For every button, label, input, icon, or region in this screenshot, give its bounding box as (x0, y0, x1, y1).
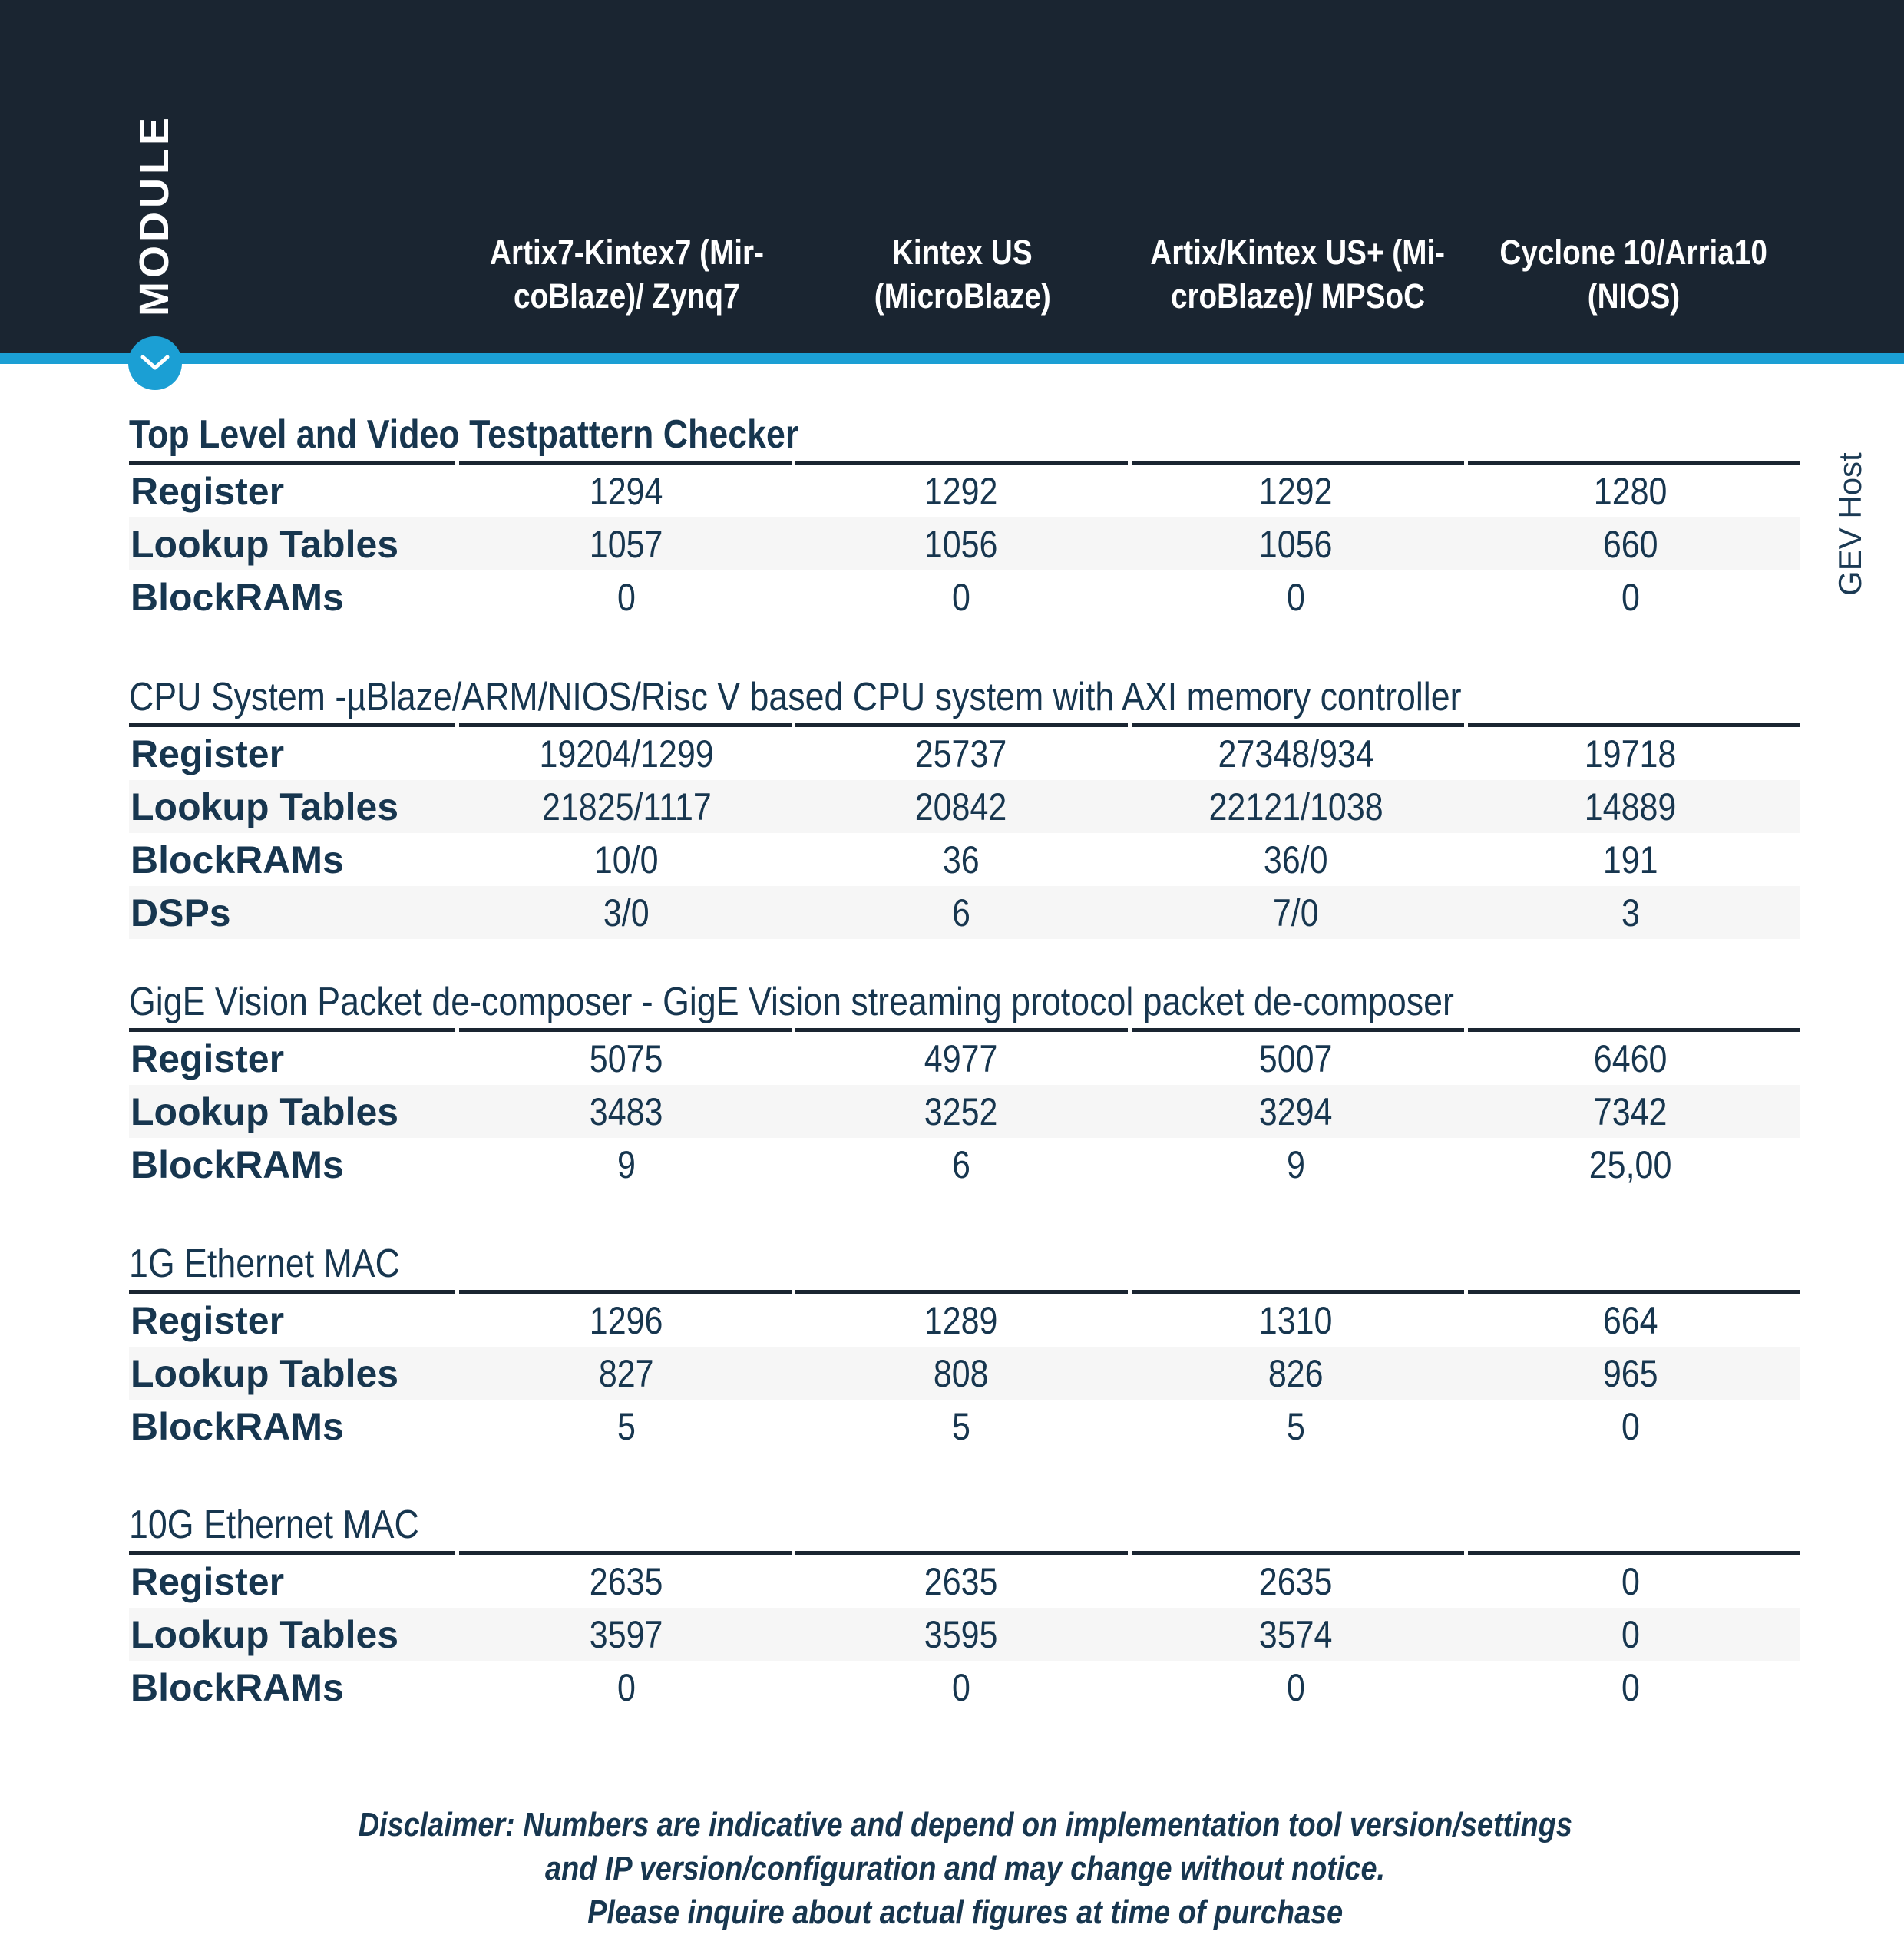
value-text: 9 (1287, 1142, 1305, 1186)
table-row (129, 1400, 1800, 1453)
disclaimer-line (129, 1890, 1801, 1934)
section-title-text: 1G Ethernet MAC (129, 1242, 400, 1286)
row-label: Lookup Tables (131, 522, 399, 566)
cell-value (1463, 469, 1798, 514)
value-text: 2635 (924, 1559, 998, 1603)
value-text: 6 (952, 1142, 970, 1186)
resource-table (129, 358, 1801, 1714)
value-text: 36 (943, 838, 980, 881)
value-text: 7/0 (1273, 891, 1319, 934)
table-row (129, 1085, 1800, 1138)
column-header-line: (MicroBlaze) (874, 276, 1051, 316)
section-title-text: CPU System -µBlaze/ARM/NIOS/Risc V based CPU system with AXI memory controller (129, 675, 1462, 719)
value-text: 0 (1621, 1404, 1640, 1448)
value-text: 9 (617, 1142, 636, 1186)
cell-value (794, 1298, 1129, 1343)
section-title (129, 1503, 1800, 1551)
cell-value (1129, 1559, 1463, 1604)
table-row (129, 1555, 1800, 1608)
section-title-text: 10G Ethernet MAC (129, 1503, 419, 1547)
value-text: 3/0 (603, 891, 650, 934)
value-text: 0 (1621, 1665, 1640, 1709)
section-title (129, 675, 1800, 723)
value-text: 3574 (1259, 1612, 1333, 1656)
value-text: 20842 (915, 785, 1007, 828)
column-header-line: coBlaze)/ Zynq7 (514, 276, 740, 316)
cell-value (459, 522, 794, 567)
value-text: 25,00 (1589, 1142, 1672, 1186)
cell-value (1463, 785, 1798, 829)
cell-value (1129, 1665, 1463, 1710)
cell-value (794, 1612, 1129, 1657)
value-text: 0 (1621, 575, 1640, 619)
cell-value (1463, 1298, 1798, 1343)
value-text: 965 (1603, 1351, 1658, 1395)
value-text: 826 (1268, 1351, 1324, 1395)
cell-value (1129, 1090, 1463, 1134)
value-text: 3252 (924, 1090, 998, 1133)
cell-value (1129, 1351, 1463, 1396)
section-underline (129, 1290, 1800, 1294)
value-text: 2635 (590, 1559, 663, 1603)
cell-value (794, 1559, 1129, 1604)
disclaimer-line (129, 1847, 1801, 1890)
cell-value (459, 1559, 794, 1604)
table-row (129, 1661, 1800, 1714)
section-title (129, 980, 1800, 1028)
value-text: 4977 (924, 1037, 998, 1080)
column-header-artix7-kintex7 (459, 0, 795, 353)
cell-value (1463, 1351, 1798, 1396)
cell-value (1463, 1037, 1798, 1081)
value-text: 3 (1621, 891, 1640, 934)
cell-value (1129, 522, 1463, 567)
value-text: 808 (934, 1351, 989, 1395)
table-row (129, 1608, 1800, 1661)
cell-value (1463, 732, 1798, 776)
module-column-label (131, 114, 178, 316)
row-label: BlockRAMs (131, 1142, 344, 1186)
column-header-line: Cyclone 10/Arria10 (1499, 233, 1767, 272)
value-text: 27348/934 (1218, 732, 1374, 775)
cell-value (459, 732, 794, 776)
value-text: 5 (617, 1404, 636, 1448)
row-label: BlockRAMs (131, 575, 344, 619)
side-label-gev-host (1832, 442, 1870, 596)
value-text: 664 (1603, 1298, 1658, 1342)
cell-value (794, 1665, 1129, 1710)
cell-value (1463, 575, 1798, 620)
value-text: 5 (1287, 1404, 1305, 1448)
value-text: 10/0 (594, 838, 659, 881)
cell-value (794, 1090, 1129, 1134)
value-text: 5007 (1259, 1037, 1333, 1080)
value-text: 827 (599, 1351, 654, 1395)
table-row (129, 517, 1800, 570)
value-text: 36/0 (1264, 838, 1328, 881)
table-row (129, 833, 1800, 886)
row-label: Register (131, 1559, 285, 1603)
value-text: 1292 (1259, 469, 1333, 513)
cell-value (794, 1404, 1129, 1449)
disclaimer-text: Please inquire about actual figures at time of purchase (587, 1893, 1344, 1931)
row-label: Lookup Tables (131, 1090, 399, 1133)
column-header-line: (NIOS) (1587, 276, 1680, 316)
value-text: 1056 (924, 522, 998, 566)
value-text: 1310 (1259, 1298, 1333, 1342)
cell-value (1463, 1404, 1798, 1449)
cell-value (1129, 785, 1463, 829)
value-text: 0 (1621, 1612, 1640, 1656)
value-text: 5075 (590, 1037, 663, 1080)
section-title-text: GigE Vision Packet de-composer - GigE Vision streaming protocol packet de-composer (129, 980, 1454, 1024)
cell-value (1129, 1142, 1463, 1187)
row-label: BlockRAMs (131, 838, 344, 881)
section-title-text: Top Level and Video Testpattern Checker (129, 412, 799, 457)
cell-value (459, 1404, 794, 1449)
cell-value (459, 838, 794, 882)
row-label: BlockRAMs (131, 1665, 344, 1709)
cell-value (1463, 1559, 1798, 1604)
cell-value (794, 1351, 1129, 1396)
section-top-level-video-testpattern (129, 412, 1800, 623)
table-row (129, 570, 1800, 623)
table-row (129, 780, 1800, 833)
value-text: 0 (617, 1665, 636, 1709)
section-title (129, 412, 1800, 461)
column-header-line: Artix7-Kintex7 (Mir- (490, 233, 764, 272)
cell-value (794, 469, 1129, 514)
value-text: 3595 (924, 1612, 998, 1656)
value-text: 1056 (1259, 522, 1333, 566)
row-label: Lookup Tables (131, 1612, 399, 1656)
row-label: DSPs (131, 891, 231, 934)
column-headers (459, 0, 1801, 353)
row-label: Register (131, 1037, 285, 1080)
value-text: 3294 (1259, 1090, 1333, 1133)
section-underline (129, 1551, 1800, 1555)
column-header-kintex-us (795, 0, 1130, 353)
table-row (129, 1138, 1800, 1191)
column-header-line: Artix/Kintex US+ (Mi- (1150, 233, 1446, 272)
cell-value (459, 1612, 794, 1657)
cell-value (1463, 1090, 1798, 1134)
disclaimer (129, 1803, 1801, 1934)
value-text: 0 (952, 575, 970, 619)
cell-value (794, 1037, 1129, 1081)
value-text: 0 (1287, 575, 1305, 619)
cell-value (1463, 1612, 1798, 1657)
cell-value (1463, 891, 1798, 935)
value-text: 6 (952, 891, 970, 934)
value-text: 0 (952, 1665, 970, 1709)
column-header-line: croBlaze)/ MPSoC (1170, 276, 1426, 316)
value-text: 1289 (924, 1298, 998, 1342)
value-text: 1294 (590, 469, 663, 513)
cell-value (794, 522, 1129, 567)
cell-value (794, 785, 1129, 829)
cell-value (1129, 1612, 1463, 1657)
cell-value (1129, 891, 1463, 935)
cell-value (1129, 1037, 1463, 1081)
cell-value (459, 1142, 794, 1187)
cell-value (1129, 575, 1463, 620)
row-label: Register (131, 469, 285, 513)
section-underline (129, 1028, 1800, 1032)
cell-value (794, 891, 1129, 935)
value-text: 0 (617, 575, 636, 619)
cell-value (1463, 522, 1798, 567)
side-label-text: GEV Host (1832, 452, 1868, 596)
cell-value (1129, 732, 1463, 776)
disclaimer-line (129, 1803, 1801, 1847)
table-row (129, 465, 1800, 517)
value-text: 3483 (590, 1090, 663, 1133)
cell-value (1129, 1298, 1463, 1343)
value-text: 1296 (590, 1298, 663, 1342)
table-row (129, 886, 1800, 939)
value-text: 0 (1621, 1559, 1640, 1603)
column-header-cyclone10-arria10 (1466, 0, 1801, 353)
cell-value (459, 1665, 794, 1710)
section-1g-ethernet-mac (129, 1242, 1800, 1453)
value-text: 19204/1299 (539, 732, 714, 775)
row-label: Lookup Tables (131, 1351, 399, 1395)
cell-value (794, 838, 1129, 882)
cell-value (1463, 1142, 1798, 1187)
table-row (129, 1294, 1800, 1347)
cell-value (1463, 1665, 1798, 1710)
column-header-line: Kintex US (892, 233, 1033, 272)
cell-value (459, 891, 794, 935)
value-text: 25737 (915, 732, 1007, 775)
table-header-band (0, 0, 1904, 353)
cell-value (794, 575, 1129, 620)
column-header-artix-kintex-usplus (1130, 0, 1466, 353)
section-gige-vision-packet-decomposer (129, 980, 1800, 1191)
value-text: 14889 (1585, 785, 1677, 828)
value-text: 7342 (1594, 1090, 1668, 1133)
value-text: 1057 (590, 522, 663, 566)
value-text: 660 (1603, 522, 1658, 566)
cell-value (459, 575, 794, 620)
value-text: 21825/1117 (541, 785, 712, 828)
cell-value (1129, 469, 1463, 514)
section-underline (129, 723, 1800, 727)
row-label: BlockRAMs (131, 1404, 344, 1448)
section-cpu-system (129, 675, 1800, 939)
cell-value (459, 1090, 794, 1134)
value-text: 2635 (1259, 1559, 1333, 1603)
cell-value (794, 732, 1129, 776)
section-title (129, 1242, 1800, 1290)
value-text: 22121/1038 (1208, 785, 1383, 828)
value-text: 1292 (924, 469, 998, 513)
value-text: 5 (952, 1404, 970, 1448)
value-text: 191 (1603, 838, 1658, 881)
cell-value (459, 1298, 794, 1343)
cell-value (794, 1142, 1129, 1187)
table-row (129, 1032, 1800, 1085)
value-text: 3597 (590, 1612, 663, 1656)
cell-value (1463, 838, 1798, 882)
cell-value (459, 469, 794, 514)
cell-value (1129, 838, 1463, 882)
row-label: Register (131, 1298, 285, 1342)
value-text: 0 (1287, 1665, 1305, 1709)
disclaimer-text: Disclaimer: Numbers are indicative and depend on implementation tool version/settings (358, 1806, 1572, 1843)
row-label: Register (131, 732, 285, 775)
cell-value (459, 1037, 794, 1081)
value-text: 6460 (1594, 1037, 1668, 1080)
value-text: 1280 (1594, 469, 1668, 513)
value-text: 19718 (1585, 732, 1677, 775)
module-label-text: MODULE (131, 114, 177, 316)
row-label: Lookup Tables (131, 785, 399, 828)
section-underline (129, 461, 1800, 465)
section-10g-ethernet-mac (129, 1503, 1800, 1714)
cell-value (459, 1351, 794, 1396)
table-row (129, 727, 1800, 780)
table-row (129, 1347, 1800, 1400)
disclaimer-text: and IP version/configuration and may change without notice. (544, 1850, 1385, 1887)
cell-value (459, 785, 794, 829)
cell-value (1129, 1404, 1463, 1449)
